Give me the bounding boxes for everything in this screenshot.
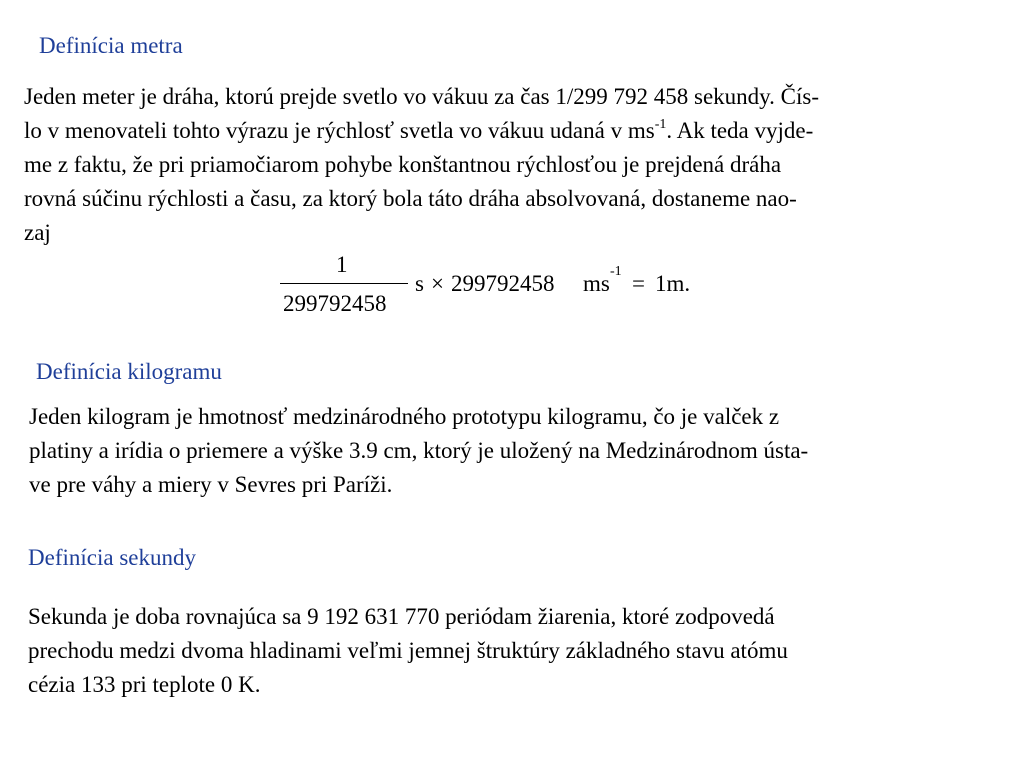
paragraph-line: Jeden kilogram je hmotnosť medzinárodného prototypu kilogramu, čo je valček z: [29, 404, 780, 429]
heading-definicia-metra: Definícia metra: [39, 33, 183, 58]
equals-sign: =: [632, 271, 645, 296]
paragraph-definicia-sekundy: [28, 600, 788, 702]
unit-ms: ms: [583, 271, 610, 296]
line-text: lo v menovateli tohto výrazu je rýchlosť svetla vo vákuu udaná v ms: [24, 118, 655, 143]
paragraph-line: me z faktu, že pri priamočiarom pohybe konštantnou rýchlosťou je prejdená dráha: [24, 152, 782, 177]
paragraph-line: zaj: [24, 220, 51, 245]
speed-of-light-value: 299792458: [451, 271, 555, 296]
paragraph-line: prechodu medzi dvoma hladinami veľmi jemnej štruktúry základného stavu atómu: [28, 638, 788, 663]
paragraph-line: platiny a irídia o priemere a výške 3.9 cm, ktorý je uložený na Medzinárodnom ústa-: [29, 438, 809, 463]
heading-definicia-sekundy: Definícia sekundy: [28, 545, 196, 570]
paragraph-line: [24, 114, 819, 148]
paragraph-line: cézia 133 pri teplote 0 K.: [28, 672, 261, 697]
paragraph-definicia-kilogramu: [29, 400, 808, 502]
paragraph-line: rovná súčinu rýchlosti a času, za ktorý bola táto dráha absolvovaná, dostaneme nao-: [24, 186, 797, 211]
paragraph-line: ve pre váhy a miery v Sevres pri Paríži.: [29, 472, 393, 497]
paragraph-line: Jeden meter je dráha, ktorú prejde svetlo vo vákuu za čas 1/299 792 458 sekundy. Čís-: [24, 84, 819, 109]
superscript-exponent: -1: [654, 117, 667, 133]
paragraph-definicia-metra: [24, 80, 819, 250]
unit-seconds: s: [415, 271, 424, 296]
line-text-tail: . Ak teda vyjde-: [666, 118, 814, 143]
fraction-bar: [280, 283, 408, 284]
fraction-denominator: 299792458: [283, 291, 387, 316]
heading-definicia-kilogramu: Definícia kilogramu: [36, 359, 222, 384]
paragraph-line: Sekunda je doba rovnajúca sa 9 192 631 770 periódam žiarenia, ktoré zodpovedá: [28, 604, 775, 629]
times-sign: ×: [431, 271, 444, 296]
unit-exponent: -1: [610, 264, 622, 279]
formula-result: 1m.: [655, 271, 691, 296]
fraction-numerator: 1: [336, 252, 348, 277]
